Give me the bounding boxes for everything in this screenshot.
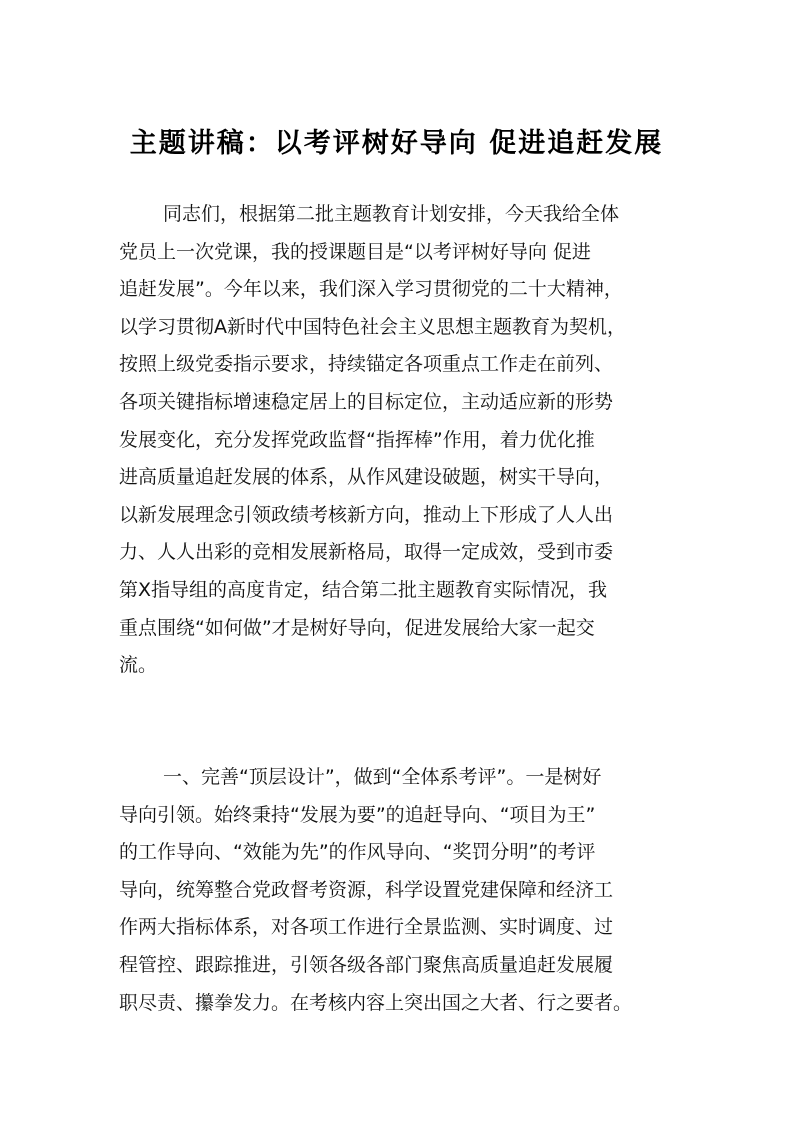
paragraph-line: 导向，统筹整合党政督考资源，科学设置党建保障和经济工 [119, 878, 614, 901]
paragraph-line: 导向引领。始终秉持“发展为要”的追赶导向、“项目为王” [119, 803, 596, 826]
document-title: 主题讲稿：以考评树好导向 促进追赶发展 [129, 128, 664, 159]
paragraph-2 [119, 759, 679, 1022]
paragraph-line: 同志们，根据第二批主题教育计划安排，今天我给全体 [163, 203, 620, 225]
paragraph-line: 各项关键指标增速稳定居上的目标定位，主动适应新的形势 [119, 390, 614, 413]
paragraph-line: 发展变化，充分发挥党政监督“指挥棒”作用，着力优化推 [119, 428, 595, 451]
paragraph-line: 程管控、跟踪推进，引领各级各部门聚焦高质量追赶发展履 [119, 953, 614, 976]
paragraph-line: 力、人人出彩的竞相发展新格局，取得一定成效，受到市委 [119, 541, 614, 564]
paragraph-line: 以学习贯彻A新时代中国特色社会主义思想主题教育为契机， [119, 315, 626, 338]
paragraph-line: 作两大指标体系，对各项工作进行全景监测、实时调度、过 [119, 916, 614, 939]
paragraph-line: 职尽责、攥拳发力。在考核内容上突出国之大者、行之要者。 [119, 991, 633, 1014]
paragraph-line: 按照上级党委指示要求，持续锚定各项重点工作走在前列、 [119, 353, 614, 376]
paragraph-line: 追赶发展”。今年以来，我们深入学习贯彻党的二十大精神， [119, 278, 623, 301]
paragraph-line: 党员上一次党课，我的授课题目是“以考评树好导向 促进 [119, 240, 591, 263]
paragraph-1 [119, 196, 679, 685]
paragraph-line: 重点围绕“如何做”才是树好导向，促进发展给大家一起交 [119, 616, 595, 639]
paragraph-line: 一、完善“顶层设计”，做到“全体系考评”。一是树好 [163, 766, 602, 788]
paragraph-line: 进高质量追赶发展的体系，从作风建设破题，树实干导向， [119, 466, 614, 489]
paragraph-line: 流。 [119, 654, 158, 677]
paragraph-line: 的工作导向、“效能为先”的作风导向、“奖罚分明”的考评 [119, 841, 596, 864]
paragraph-line: 以新发展理念引领政绩考核新方向，推动上下形成了人人出 [119, 503, 614, 526]
paragraph-line: 第X指导组的高度肯定，结合第二批主题教育实际情况，我 [119, 578, 608, 601]
